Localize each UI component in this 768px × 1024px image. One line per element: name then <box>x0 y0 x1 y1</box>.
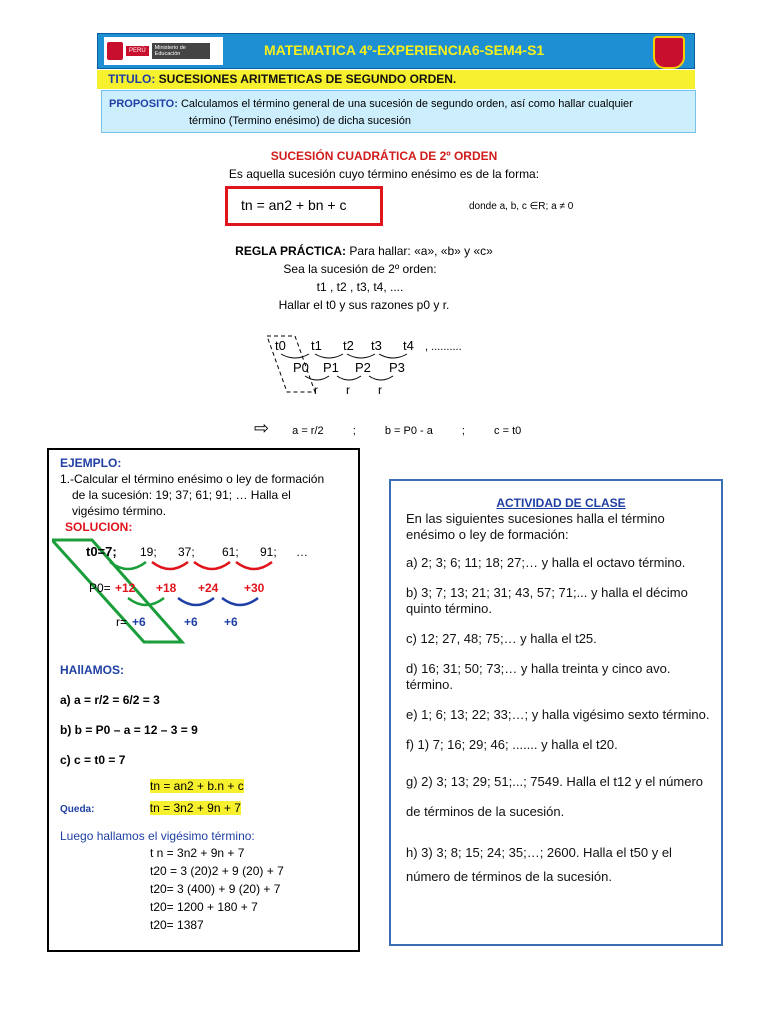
c-formula: c = t0 <box>494 425 522 437</box>
example-term-5: … <box>296 545 308 559</box>
diagram-term-0: t0 <box>275 338 286 353</box>
diagram-tail: , .......... <box>425 341 462 353</box>
step-4: t20= 1200 + 180 + 7 <box>150 900 258 914</box>
example-diagram <box>52 536 322 646</box>
logo-ministry: Ministerio de Educación <box>152 43 210 59</box>
proposito-label: PROPOSITO: <box>109 98 178 110</box>
c-label: c) <box>60 753 71 767</box>
a-calc: a = r/2 = 6/2 = 3 <box>74 693 160 707</box>
a-label: a) <box>60 693 71 707</box>
example-term-0: t0=7; <box>86 544 117 559</box>
example-p-1: +18 <box>156 581 177 595</box>
proposito-line1: Calculamos el término general de una sucesión de segundo orden, así como hallar cualquier <box>180 98 633 110</box>
diagram-term-4: t4 <box>403 338 414 353</box>
theory-line3: Hallar el t0 y sus razones p0 y r. <box>278 298 450 312</box>
example-term-4: 91; <box>260 545 277 559</box>
diagram-braces-r <box>305 376 393 380</box>
c-calc: c = t0 = 7 <box>74 753 126 767</box>
ministry-logo <box>104 37 223 65</box>
diagram-term-3: t3 <box>371 338 382 353</box>
activity-content <box>406 495 716 889</box>
diagram-term-1: t1 <box>311 338 322 353</box>
right-arrow-icon: ⇨ <box>254 418 270 438</box>
example-p-3: +30 <box>244 581 265 595</box>
a-formula: a = r/2 <box>292 425 324 437</box>
regla-label: REGLA PRÁCTICA: <box>235 244 347 258</box>
diagram-term-2: t2 <box>343 338 354 353</box>
step-3: t20= 3 (400) + 9 (20) + 7 <box>150 882 281 896</box>
activity-item-h: h) 3) 3; 8; 15; 24; 35;…; 2600. Halla el t50 y el número de términos de la sucesión. <box>406 845 672 884</box>
proposito-line2: término (Termino enésimo) de dicha sucesión <box>189 115 411 127</box>
example-r-2: +6 <box>224 615 238 629</box>
general-formula-box <box>225 186 383 226</box>
peru-shield-icon <box>107 42 123 60</box>
example-arcs-red <box>152 562 272 569</box>
step-2: t20 = 3 (20)2 + 9 (20) + 7 <box>150 864 284 878</box>
titulo-label: TITULO: <box>108 72 156 86</box>
diagram-r-2: r <box>378 383 382 397</box>
example-arcs-blue <box>178 598 258 605</box>
theory-line1: Sea la sucesión de 2º orden: <box>283 262 437 276</box>
diagram-p-1: P1 <box>323 360 339 375</box>
theory-line2: t1 , t2 , t3, t4, .... <box>316 280 404 294</box>
example-p-0: +12 <box>115 581 136 595</box>
example-p-label: P0= <box>89 581 111 595</box>
result-formula: tn = 3n2 + 9n + 7 <box>149 801 241 815</box>
coefficient-formulas: ⇨ a = r/2 ; b = P0 - a ; c = t0 <box>254 418 522 438</box>
titulo-text: SUCESIONES ARITMETICAS DE SEGUNDO ORDEN. <box>158 72 457 86</box>
activity-item-d: d) 16; 31; 50; 73;… y halla treinta y cinco avo. término. <box>406 661 671 692</box>
example-r-0: +6 <box>132 615 146 629</box>
diagram-p-3: P3 <box>389 360 405 375</box>
step-1: t n = 3n2 + 9n + 7 <box>150 846 245 860</box>
luego-label: Luego hallamos el vigésimo término: <box>60 829 255 843</box>
activity-item-b: b) 3; 7; 13; 21; 31; 43, 57; 71;... y halla el décimo quinto término. <box>406 585 688 616</box>
b-label: b) <box>60 723 72 737</box>
formula-condition: donde a, b, c ∈R; a ≠ 0 <box>469 201 574 212</box>
b-formula: b = P0 - a <box>384 425 433 437</box>
example-term-3: 61; <box>222 545 239 559</box>
logo-country: PERÚ <box>126 46 149 56</box>
b-calc: b = P0 – a = 12 – 3 = 9 <box>74 723 198 737</box>
section-title: SUCESIÓN CUADRÁTICA DE 2º ORDEN <box>270 149 498 163</box>
diagram-r-0: r <box>314 383 318 397</box>
example-r-label: r= <box>116 615 128 629</box>
general-form: tn = an2 + b.n + c <box>150 779 244 793</box>
example-line2: de la sucesión: 19; 37; 61; 91; … Halla el <box>72 488 291 502</box>
example-line3: vigésimo término. <box>72 504 167 518</box>
example-line1: 1.-Calcular el término enésimo o ley de formación <box>60 472 325 486</box>
regla-line <box>0 244 748 258</box>
theory-intro: Es aquella sucesión cuyo término enésimo es de la forma: <box>228 167 540 181</box>
activity-item-e: e) 1; 6; 13; 22; 33;…; y halla vigésimo sexto término. <box>406 707 710 722</box>
hallamos-label: HAllAMOS: <box>60 663 124 677</box>
solucion-label: SOLUCION: <box>65 520 133 534</box>
step-5: t20= 1387 <box>150 918 204 932</box>
example-term-1: 19; <box>140 545 157 559</box>
example-r-1: +6 <box>184 615 198 629</box>
activity-intro: En las siguientes sucesiones halla el término enésimo o ley de formación: <box>406 511 665 542</box>
example-solution <box>60 662 355 934</box>
diagram-braces-p <box>281 354 407 358</box>
school-crest-icon <box>653 36 685 69</box>
activity-title: ACTIVIDAD DE CLASE <box>496 496 626 510</box>
titulo-bar <box>97 70 695 89</box>
example-title: EJEMPLO: <box>60 456 122 470</box>
activity-item-c: c) 12; 27, 48; 75;… y halla el t25. <box>406 631 597 646</box>
proposito-box <box>101 90 696 133</box>
diagram-r-1: r <box>346 383 350 397</box>
diagram-p-2: P2 <box>355 360 371 375</box>
sequence-diagram <box>255 330 495 400</box>
activity-item-a: a) 2; 3; 6; 11; 18; 27;… y halla el octavo término. <box>406 555 686 570</box>
general-formula: tn = an2 + bn + c <box>241 197 347 213</box>
activity-item-f: f) 1) 7; 16; 29; 46; ....... y halla el t20. <box>406 737 618 752</box>
diagram-p-0: P0 <box>293 360 309 375</box>
page-title: MATEMATICA 4º-EXPERIENCIA6-SEM4-S1 <box>264 42 545 58</box>
example-term-2: 37; <box>178 545 195 559</box>
queda-label: Queda: <box>60 804 95 815</box>
activity-item-g: g) 2) 3; 13; 29; 51;...; 7549. Halla el t12 y el número de términos de la sucesión. <box>406 774 704 819</box>
regla-text: Para hallar: «a», «b» y «c» <box>349 244 493 258</box>
example-p-2: +24 <box>198 581 219 595</box>
example-statement <box>60 455 355 535</box>
